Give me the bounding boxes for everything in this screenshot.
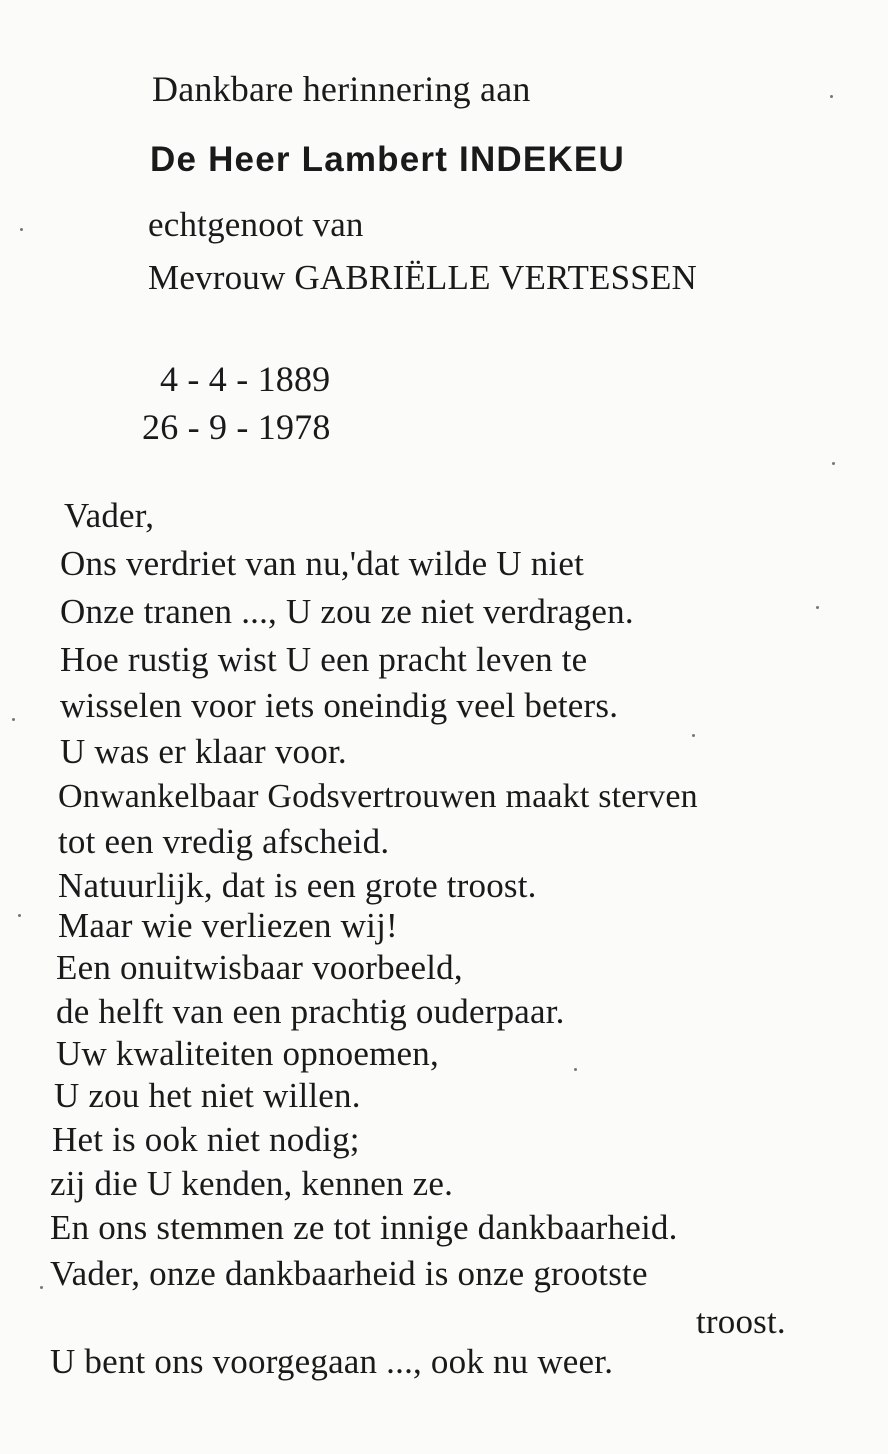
poem-line: Onwankelbaar Godsvertrouwen maakt sterven bbox=[58, 778, 698, 815]
poem-line: Vader, bbox=[64, 496, 155, 535]
poem-line: Onze tranen ..., U zou ze niet verdragen. bbox=[60, 592, 634, 631]
print-speck bbox=[12, 718, 15, 721]
poem-line: zij die U kenden, kennen ze. bbox=[50, 1164, 454, 1203]
deceased-name: De Heer Lambert INDEKEU bbox=[150, 140, 625, 179]
poem-line: Maar wie verliezen wij! bbox=[58, 906, 398, 945]
card-intro: Dankbare herinnering aan bbox=[152, 69, 531, 109]
poem-line: wisselen voor iets oneindig veel beters. bbox=[60, 686, 619, 725]
poem-line: U bent ons voorgegaan ..., ook nu weer. bbox=[50, 1342, 614, 1381]
spouse-label: echtgenoot van bbox=[148, 205, 364, 244]
birth-date: 4 - 4 - 1889 bbox=[160, 359, 331, 399]
print-speck bbox=[830, 95, 833, 98]
poem-line: En ons stemmen ze tot innige dankbaarheid. bbox=[50, 1208, 678, 1247]
poem-line: de helft van een prachtig ouderpaar. bbox=[56, 992, 565, 1031]
spouse-name: Mevrouw GABRIËLLE VERTESSEN bbox=[148, 258, 698, 297]
poem-line: tot een vredig afscheid. bbox=[58, 822, 390, 861]
poem-line: Ons verdriet van nu,'dat wilde U niet bbox=[60, 544, 584, 583]
print-speck bbox=[832, 462, 835, 465]
poem-line: Natuurlijk, dat is een grote troost. bbox=[58, 866, 537, 905]
print-speck bbox=[20, 228, 23, 231]
poem-line: Vader, onze dankbaarheid is onze grootste bbox=[50, 1254, 648, 1293]
poem-line: troost. bbox=[696, 1302, 786, 1341]
poem-line: Het is ook niet nodig; bbox=[52, 1120, 360, 1159]
print-speck bbox=[574, 1068, 577, 1071]
poem-line: U was er klaar voor. bbox=[60, 732, 347, 771]
print-speck bbox=[816, 606, 819, 609]
poem-line: Hoe rustig wist U een pracht leven te bbox=[60, 640, 588, 679]
print-speck bbox=[18, 914, 21, 917]
poem-line: U zou het niet willen. bbox=[54, 1076, 361, 1115]
poem-line: Een onuitwisbaar voorbeeld, bbox=[56, 948, 463, 987]
poem-line: Uw kwaliteiten opnoemen, bbox=[56, 1034, 439, 1073]
death-date: 26 - 9 - 1978 bbox=[142, 407, 331, 447]
print-speck bbox=[692, 734, 695, 737]
print-speck bbox=[40, 1286, 43, 1289]
